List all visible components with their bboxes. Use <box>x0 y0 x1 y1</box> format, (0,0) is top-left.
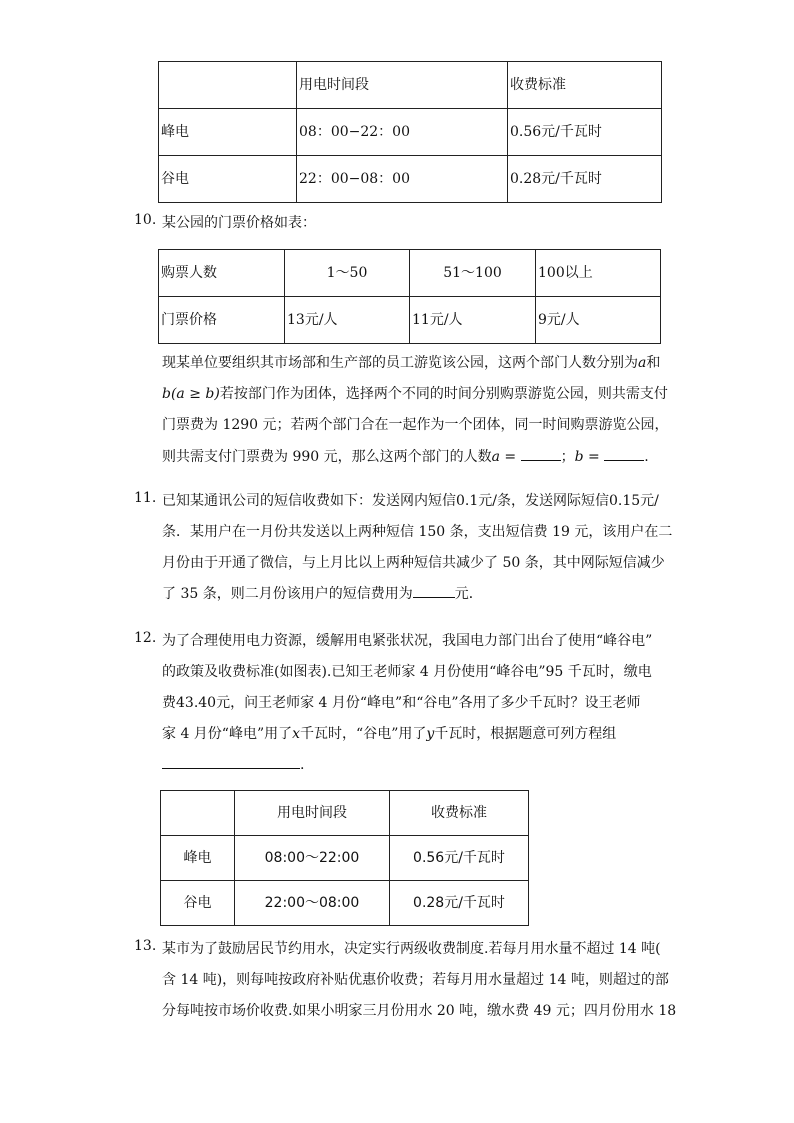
question-text: 家 4 月份“峰电”用了x千瓦时，“谷电”用了y千瓦时，根据题意可列方程组 <box>162 726 617 742</box>
table-cell: 0.56元/千瓦时 <box>390 836 529 881</box>
question-text: 了 35 条，则二月份该用户的短信费用为 元． <box>162 583 483 603</box>
table-cell <box>159 62 297 109</box>
tariff-table-top <box>158 61 662 203</box>
table-row <box>159 156 662 203</box>
table-header-row <box>161 791 529 836</box>
table-cell: 0.28元/千瓦时 <box>390 881 529 926</box>
answer-blank[interactable] <box>413 583 455 598</box>
question-text: 含 14 吨)，则每吨按政府补贴优惠价收费；若每月用水量超过 14 吨，则超过的部 <box>162 972 669 988</box>
answer-blank[interactable] <box>162 754 300 769</box>
table-cell: 0.56元/千瓦时 <box>508 109 662 156</box>
question-text: b(a ≥ b)若按部门作为团体，选择两个不同的时间分别购票游览公园，则共需支付 <box>162 386 668 402</box>
table-row <box>159 297 661 344</box>
table-cell: 收费标准 <box>508 62 662 109</box>
question-text: 某市为了鼓励居民节约用水，决定实行两级收费制度.若每月用水量不超过 14 吨( <box>162 941 661 957</box>
question-text: 现某单位要组织其市场部和生产部的员工游览该公园，这两个部门人数分别为a和 <box>162 355 661 371</box>
question-number: 13. <box>134 938 157 954</box>
question-number: 12. <box>134 630 157 646</box>
question-text: . <box>162 754 304 773</box>
question-text: 费43.40元，问王老师家 4 月份“峰电”和“谷电”各用了多少千瓦时？设王老师 <box>162 695 641 711</box>
table-row <box>161 881 529 926</box>
table-row <box>161 836 529 881</box>
table-cell: 08：00−22：00 <box>297 109 508 156</box>
question-text: 月份由于开通了微信，与上月比以上两种短信共减少了 50 条，其中网际短信减少 <box>162 555 665 571</box>
table-cell: 9元/人 <box>536 297 661 344</box>
table-cell: 11元/人 <box>410 297 536 344</box>
table-cell: 22：00−08：00 <box>297 156 508 203</box>
table-cell: 门票价格 <box>159 297 285 344</box>
table-cell: 谷电 <box>161 881 235 926</box>
question-text: 的政策及收费标准(如图表).已知王老师家 4 月份使用“峰谷电”95 千瓦时，缴电 <box>162 664 652 680</box>
answer-blank-b[interactable] <box>604 446 644 461</box>
question-text: 某公园的门票价格如表： <box>162 215 316 231</box>
question-number: 10. <box>134 212 157 228</box>
question-number: 11. <box>134 490 157 506</box>
answer-blank-a[interactable] <box>521 446 561 461</box>
table-cell: 谷电 <box>159 156 297 203</box>
table-cell: 22:00～08:00 <box>235 881 390 926</box>
table-row <box>159 109 662 156</box>
question-text: 门票费为 1290 元；若两个部门合在一起作为一个团体，同一时间购票游览公园， <box>162 417 669 433</box>
table-header-row <box>159 62 662 109</box>
question-text: 已知某通讯公司的短信收费如下：发送网内短信0.1元/条，发送网际短信0.15元/ <box>162 493 659 509</box>
table-cell: 100以上 <box>536 250 661 297</box>
question-text: 分每吨按市场价收费.如果小明家三月份用水 20 吨，缴水费 49 元；四月份用水 18 <box>162 1003 677 1019</box>
table-cell: 用电时间段 <box>235 791 390 836</box>
table-cell: 0.28元/千瓦时 <box>508 156 662 203</box>
table-cell: 51～100 <box>410 250 536 297</box>
question-text: 则共需支付门票费为 990 元，那么这两个部门的人数a = ；b = . <box>162 446 649 466</box>
table-cell: 用电时间段 <box>297 62 508 109</box>
table-cell: 1～50 <box>285 250 410 297</box>
table-cell: 08:00～22:00 <box>235 836 390 881</box>
table-cell: 收费标准 <box>390 791 529 836</box>
table-cell: 13元/人 <box>285 297 410 344</box>
ticket-price-table <box>158 249 661 344</box>
table-header-row <box>159 250 661 297</box>
table-cell: 峰电 <box>161 836 235 881</box>
table-cell: 购票人数 <box>159 250 285 297</box>
math-expr: b(a ≥ b) <box>162 386 220 402</box>
table-cell: 峰电 <box>159 109 297 156</box>
question-text: 为了合理使用电力资源，缓解用电紧张状况，我国电力部门出台了使用“峰谷电” <box>162 633 653 649</box>
math-var: a <box>638 355 647 371</box>
question-text: 条．某用户在一月份共发送以上两种短信 150 条，支出短信费 19 元，该用户在二 <box>162 524 673 540</box>
tariff-table-q12 <box>160 790 529 926</box>
table-cell <box>161 791 235 836</box>
